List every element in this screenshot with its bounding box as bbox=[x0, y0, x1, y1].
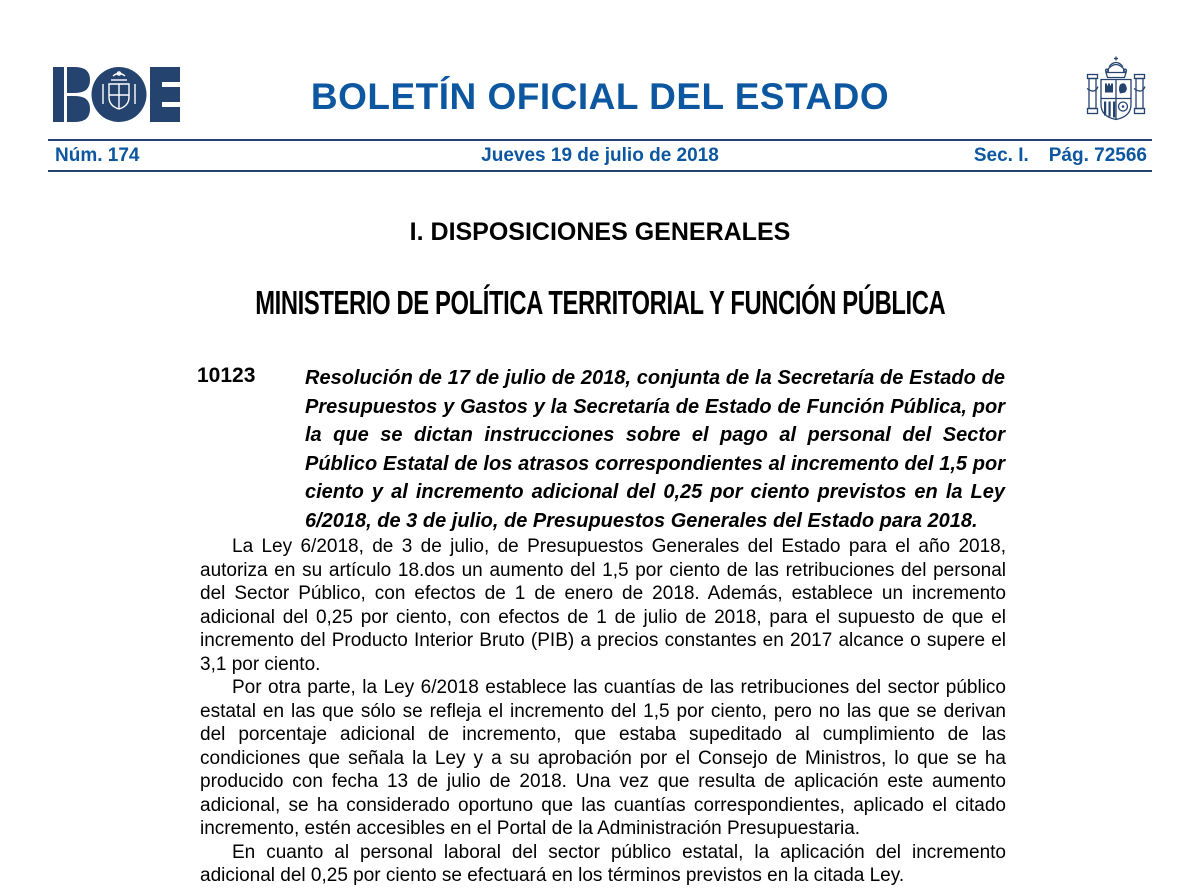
header-rule-bottom bbox=[48, 170, 1152, 172]
page-number: Pág. 72566 bbox=[1048, 145, 1147, 166]
publication-date: Jueves 19 de julio de 2018 bbox=[481, 145, 719, 166]
disposition-number: 10123 bbox=[197, 364, 256, 387]
body-paragraph: En cuanto al personal laboral del sector público estatal, la aplicación del incremento adicional del 0,25 por ciento se efectuará en los términos previstos en la citada Ley. bbox=[200, 841, 1006, 886]
body-paragraph: La Ley 6/2018, de 3 de julio, de Presupuestos Generales del Estado para el año 2018, autoriza en su artículo 18.dos un aumento del 1,5 por ciento de las retribuciones del personal del Sector Público, con efectos de 1 de enero de 2018. Además, establece un incremento adicional del 0,25 por ciento, con efectos de 1 de julio de 2018, para el supuesto de que el incremento del Producto Interior Bruto (PIB) a precios constantes en 2017 alcance o supere el 3,1 por ciento. bbox=[200, 536, 1006, 675]
document-body bbox=[200, 535, 1006, 888]
ministry-heading-text: MINISTERIO DE POLÍTICA TERRITORIAL Y FUNCIÓN PÚBLICA bbox=[254, 284, 946, 321]
section-heading: I. DISPOSICIONES GENERALES bbox=[409, 218, 791, 246]
ministry-heading bbox=[0, 284, 1200, 322]
disposition-summary: Resolución de 17 de julio de 2018, conjunta de la Secretaría de Estado de Presupuestos y Gastos y la Secretaría de Estado de Función Pública, por la que se dictan instrucciones sobre el pago al personal del Sector Público Estatal de los atrasos correspondientes al incremento del 1,5 por ciento y al incremento adicional del 0,25 por ciento previstos en la Ley 6/2018, de 3 de julio, de Presupuestos Generales del Estado para 2018. bbox=[305, 367, 1005, 532]
masthead-title: BOLETÍN OFICIAL DEL ESTADO bbox=[310, 76, 890, 117]
body-paragraph: Por otra parte, la Ley 6/2018 establece las cuantías de las retribuciones del sector público estatal en las que sólo se refleja el incremento del 1,5 por ciento, pero no las que se derivan del porcentaje adicional de incremento, que estaba supeditado al cumplimiento de las condiciones que señala la Ley y a su aprobación por el Consejo de Ministros, lo que se ha producido con fecha 13 de julio de 2018. Una vez que resulta de aplicación este aumento adicional, se ha considerado oportuno que las cuantías correspondientes, aplicado el citado incremento, estén accesibles en el Portal de la Administración Presupuestaria. bbox=[200, 677, 1006, 839]
header-band bbox=[48, 143, 1152, 169]
spanish-coat-of-arms-icon bbox=[1085, 54, 1147, 127]
header-rule-top bbox=[48, 139, 1152, 141]
section-label: Sec. I. bbox=[973, 145, 1029, 166]
issue-number: Núm. 174 bbox=[55, 145, 140, 166]
